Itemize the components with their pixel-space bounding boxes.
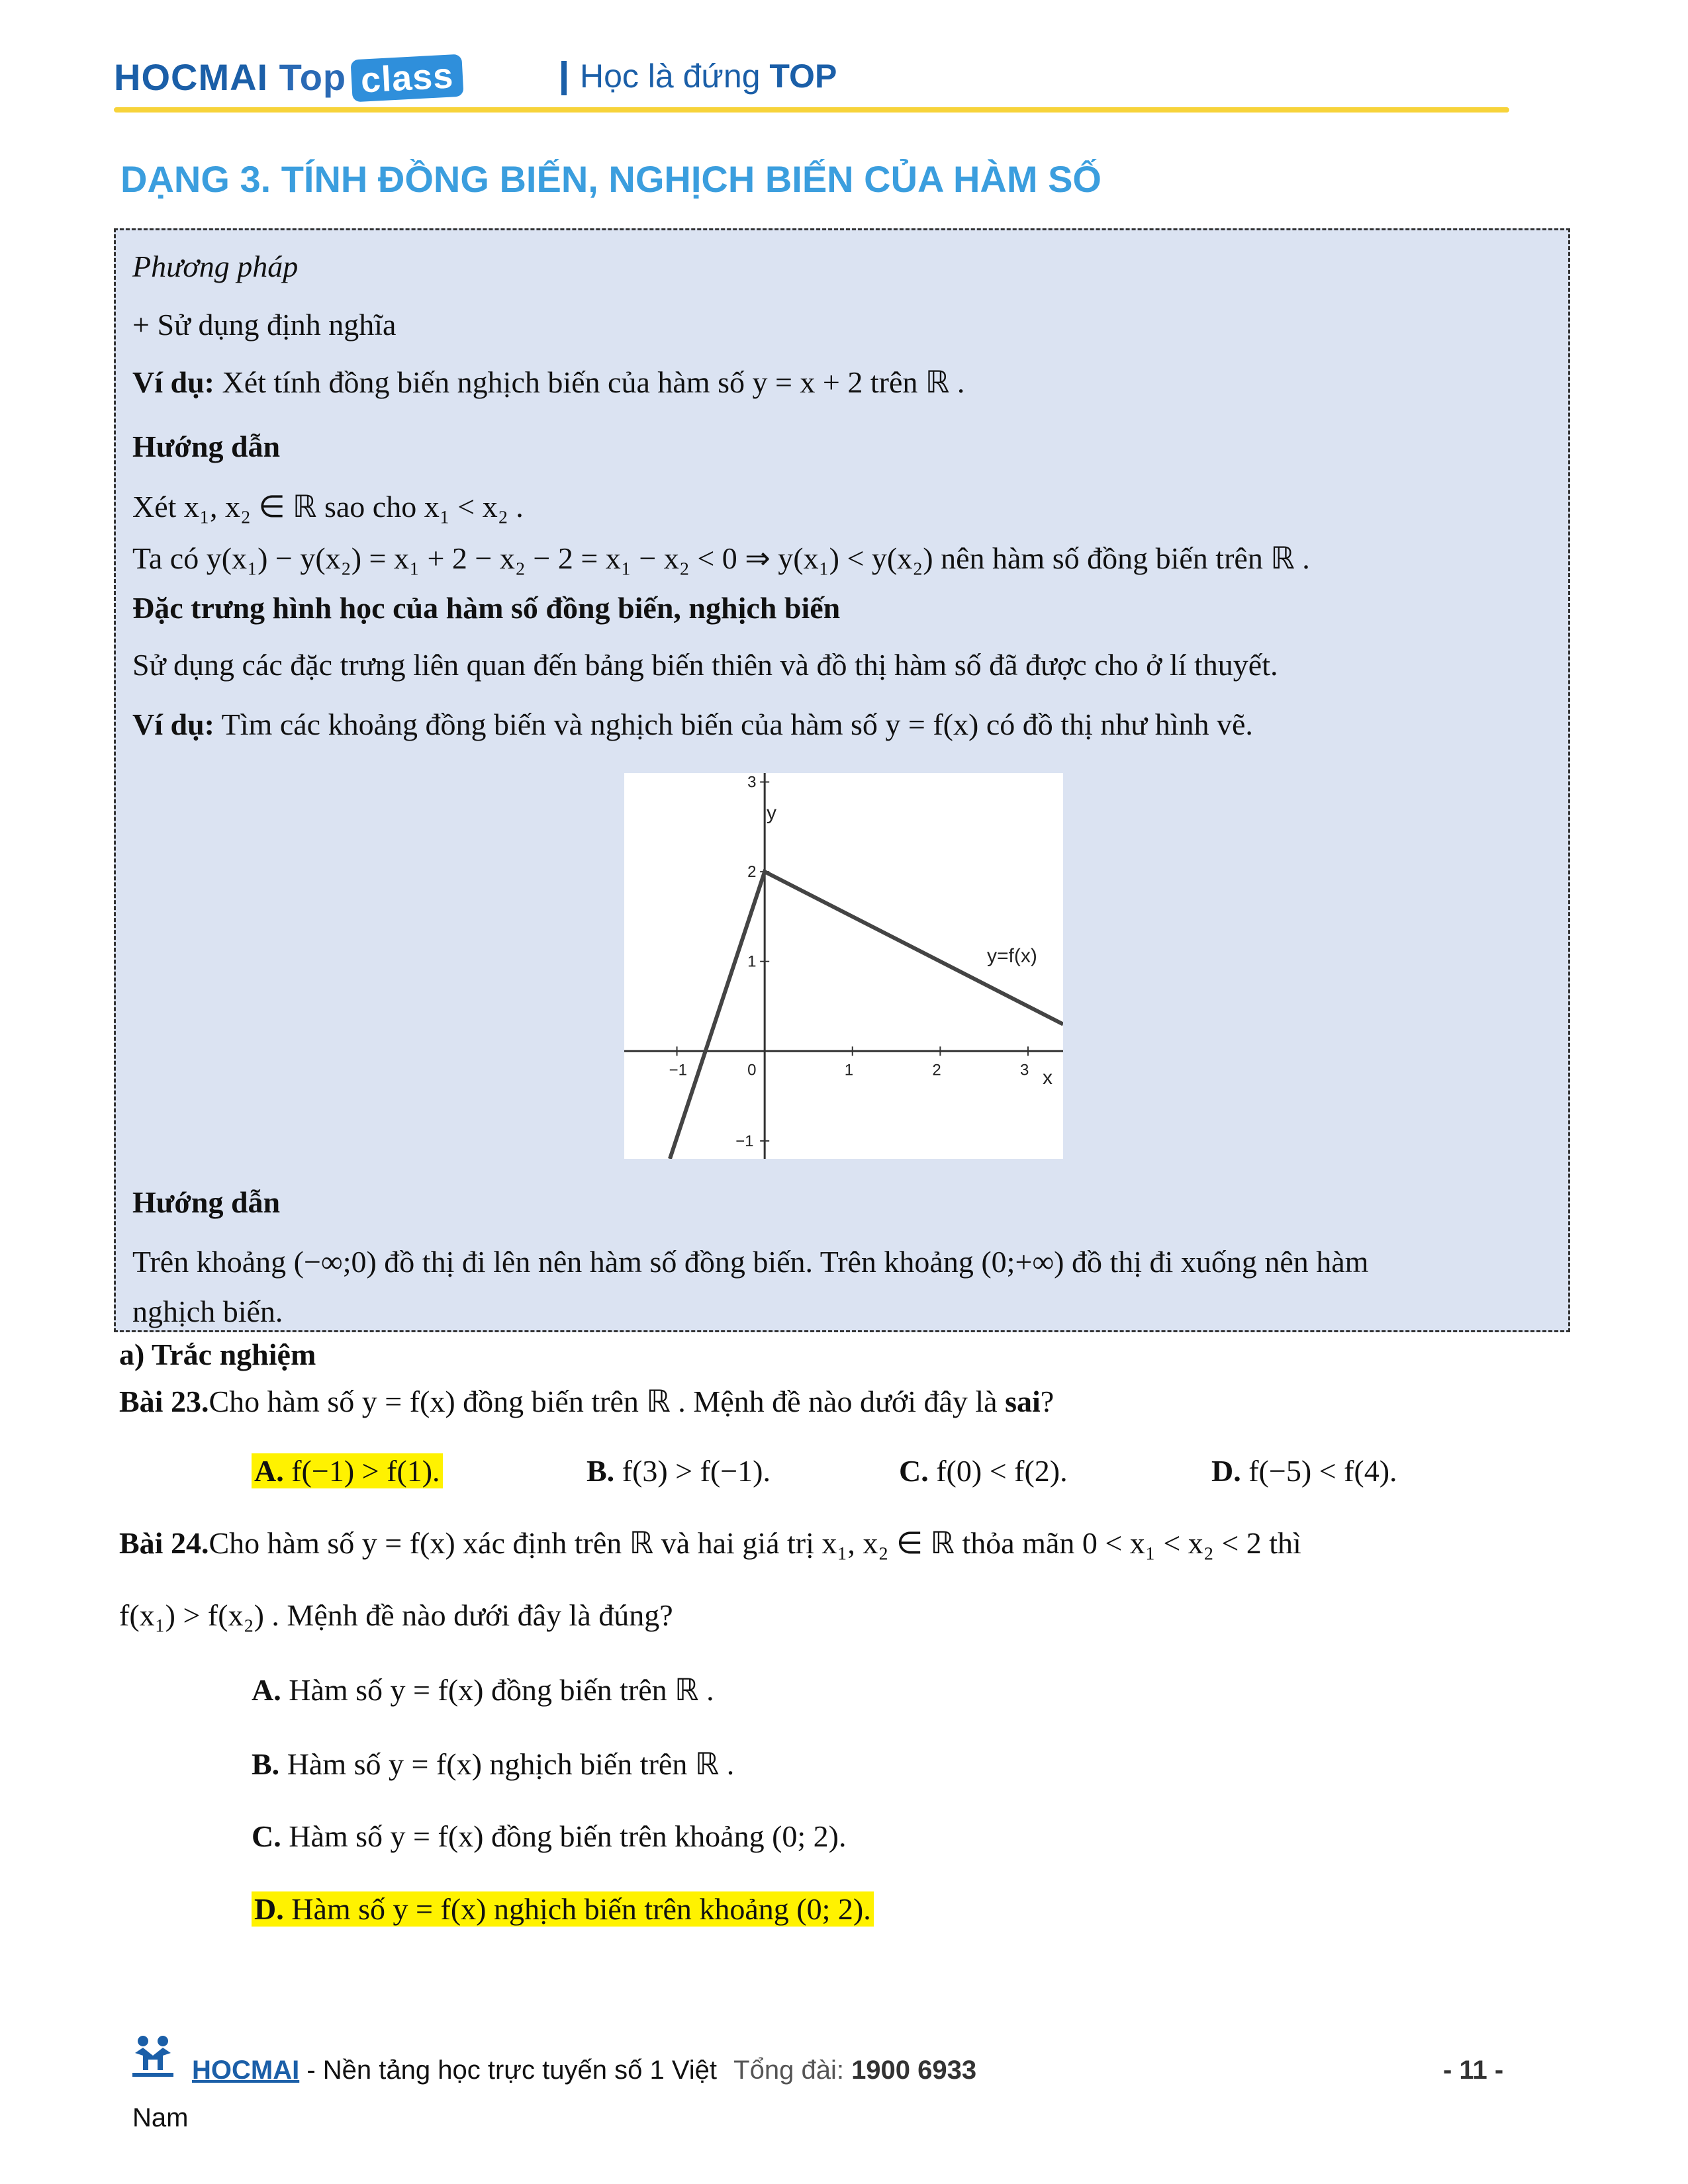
q24-option-b[interactable]: [252, 1746, 734, 1782]
footer-hotline-label: Tổng đài:: [733, 2056, 852, 2085]
footer-hotline: 1900 6933: [851, 2056, 977, 2085]
q23-option-c-key: C.: [899, 1454, 929, 1488]
slogan-prefix: Học là đứng: [580, 58, 761, 95]
header-divider: [114, 107, 1509, 113]
q23-option-a-text: f(−1) > f(1).: [283, 1454, 440, 1488]
slogan-bold: TOP: [769, 58, 837, 95]
method-item: + Sử dụng định nghĩa: [132, 308, 397, 341]
footer-brand-link[interactable]: HOCMAI: [192, 2056, 300, 2085]
footer-tagline: - Nền tảng học trực tuyến số 1 Việt: [299, 2056, 718, 2085]
q24-option-d-text: Hàm số y = f(x) nghịch biến trên khoảng (0; 2).: [283, 1892, 871, 1926]
q24-option-b-key: B.: [252, 1747, 280, 1781]
y-axis-label: y: [767, 802, 776, 824]
curve-label: y=f(x): [987, 945, 1037, 967]
x-tick-label: 0: [747, 1061, 757, 1079]
q23-option-d-text: f(−5) < f(4).: [1241, 1454, 1397, 1488]
q24-option-a-key: A.: [252, 1673, 281, 1707]
q23-text-end: ?: [1040, 1385, 1055, 1418]
x-tick-label: −1: [669, 1061, 687, 1079]
q24-option-c[interactable]: [252, 1819, 847, 1854]
q23-option-c-text: f(0) < f(2).: [928, 1454, 1068, 1488]
q23-text-bold: sai: [1005, 1385, 1041, 1418]
q23-option-a[interactable]: [252, 1453, 443, 1488]
example-2-text: Tìm các khoảng đồng biến và nghịch biến của hàm số y = f(x) có đồ thị như hình vẽ.: [214, 707, 1253, 741]
header-slogan: [580, 57, 837, 95]
q23-option-b[interactable]: [586, 1453, 771, 1488]
q24-option-b-text: Hàm số y = f(x) nghịch biến trên ℝ .: [279, 1747, 735, 1781]
y-tick-label: −1: [735, 1132, 754, 1150]
guide-line-1: Xét x₁, x₂ ∈ ℝ sao cho x₁ < x₂ .: [132, 490, 524, 523]
q24-option-d[interactable]: [252, 1891, 874, 1927]
geometry-heading: Đặc trưng hình học của hàm số đồng biến, nghịch biến: [132, 591, 841, 625]
question-23: [119, 1383, 1054, 1419]
graph-svg: [624, 773, 1063, 1159]
q23-label: Bài 23.: [119, 1385, 209, 1418]
x-tick-label: 1: [844, 1061, 854, 1079]
footer-logo-icon: [130, 2033, 176, 2079]
guide-label: Hướng dẫn: [132, 430, 281, 463]
footer-tail: Nam: [132, 2103, 189, 2132]
q24-option-c-text: Hàm số y = f(x) đồng biến trên khoảng (0; 2).: [281, 1819, 847, 1853]
section-title: DẠNG 3. TÍNH ĐỒNG BIẾN, NGHỊCH BIẾN CỦA HÀM SỐ: [120, 158, 1102, 200]
q24-text-2: f(x₁) > f(x₂) . Mệnh đề nào dưới đây là đúng?: [119, 1598, 673, 1632]
function-graph: [624, 773, 1063, 1159]
example-2: [132, 707, 1253, 742]
logo-class-badge: class: [351, 54, 464, 103]
x-axis-label: x: [1043, 1067, 1053, 1089]
logo-hocmai-text: HOCMAI: [114, 56, 269, 98]
q23-text: Cho hàm số y = f(x) đồng biến trên ℝ . Mệnh đề nào dưới đây là: [209, 1385, 1006, 1418]
q24-label: Bài 24.: [119, 1526, 209, 1560]
guide-line-2: Ta có y(x₁) − y(x₂) = x₁ + 2 − x₂ − 2 = x₁ − x₂ < 0 ⇒ y(x₁) < y(x₂) nên hàm số đồng biến trên ℝ .: [132, 541, 1310, 575]
y-tick-label: 2: [747, 863, 757, 882]
y-tick-label: 3: [747, 773, 757, 792]
guide-2-label: Hướng dẫn: [132, 1185, 281, 1219]
geometry-text: Sử dụng các đặc trưng liên quan đến bảng biến thiên và đồ thị hàm số đã được cho ở lí thuyết.: [132, 648, 1278, 682]
footer-brand-line: [192, 2056, 976, 2085]
example-1-label: Ví dụ:: [132, 365, 214, 399]
q24-option-a-text: Hàm số y = f(x) đồng biến trên ℝ .: [281, 1673, 714, 1707]
y-tick-label: 1: [747, 952, 757, 971]
q23-option-c[interactable]: [899, 1453, 1068, 1488]
q24-text-1: Cho hàm số y = f(x) xác định trên ℝ và hai giá trị x₁, x₂ ∈ ℝ thỏa mãn 0 < x₁ < x₂ < 2 thì: [209, 1526, 1301, 1560]
q23-option-d-key: D.: [1211, 1454, 1241, 1488]
section-a-heading: a) Trắc nghiệm: [119, 1338, 316, 1371]
q23-option-b-key: B.: [586, 1454, 615, 1488]
guide-2-line-1: Trên khoảng (−∞;0) đồ thị đi lên nên hàm số đồng biến. Trên khoảng (0;+∞) đồ thị đi xuống nên hàm: [132, 1245, 1369, 1279]
q24-option-a[interactable]: [252, 1672, 714, 1707]
function-curve: [670, 872, 1063, 1159]
q23-option-d[interactable]: [1211, 1453, 1397, 1488]
brand-logo: [114, 56, 463, 99]
q23-option-a-key: A.: [254, 1454, 284, 1488]
x-tick-label: 2: [932, 1061, 941, 1079]
q24-option-c-key: C.: [252, 1819, 281, 1853]
example-1: [132, 364, 964, 400]
method-label: Phương pháp: [132, 250, 299, 283]
page-number: - 11 -: [1443, 2056, 1504, 2085]
q23-option-b-text: f(3) > f(−1).: [614, 1454, 771, 1488]
x-tick-label: 3: [1019, 1061, 1029, 1079]
logo-top-text: Top: [279, 56, 347, 98]
guide-2-line-2: nghịch biến.: [132, 1295, 283, 1328]
example-1-text: Xét tính đồng biến nghịch biến của hàm số y = x + 2 trên ℝ .: [214, 365, 965, 399]
header-separator: [561, 61, 567, 95]
example-2-label: Ví dụ:: [132, 707, 214, 741]
question-24: [119, 1525, 1301, 1561]
q24-option-d-key: D.: [254, 1892, 284, 1926]
